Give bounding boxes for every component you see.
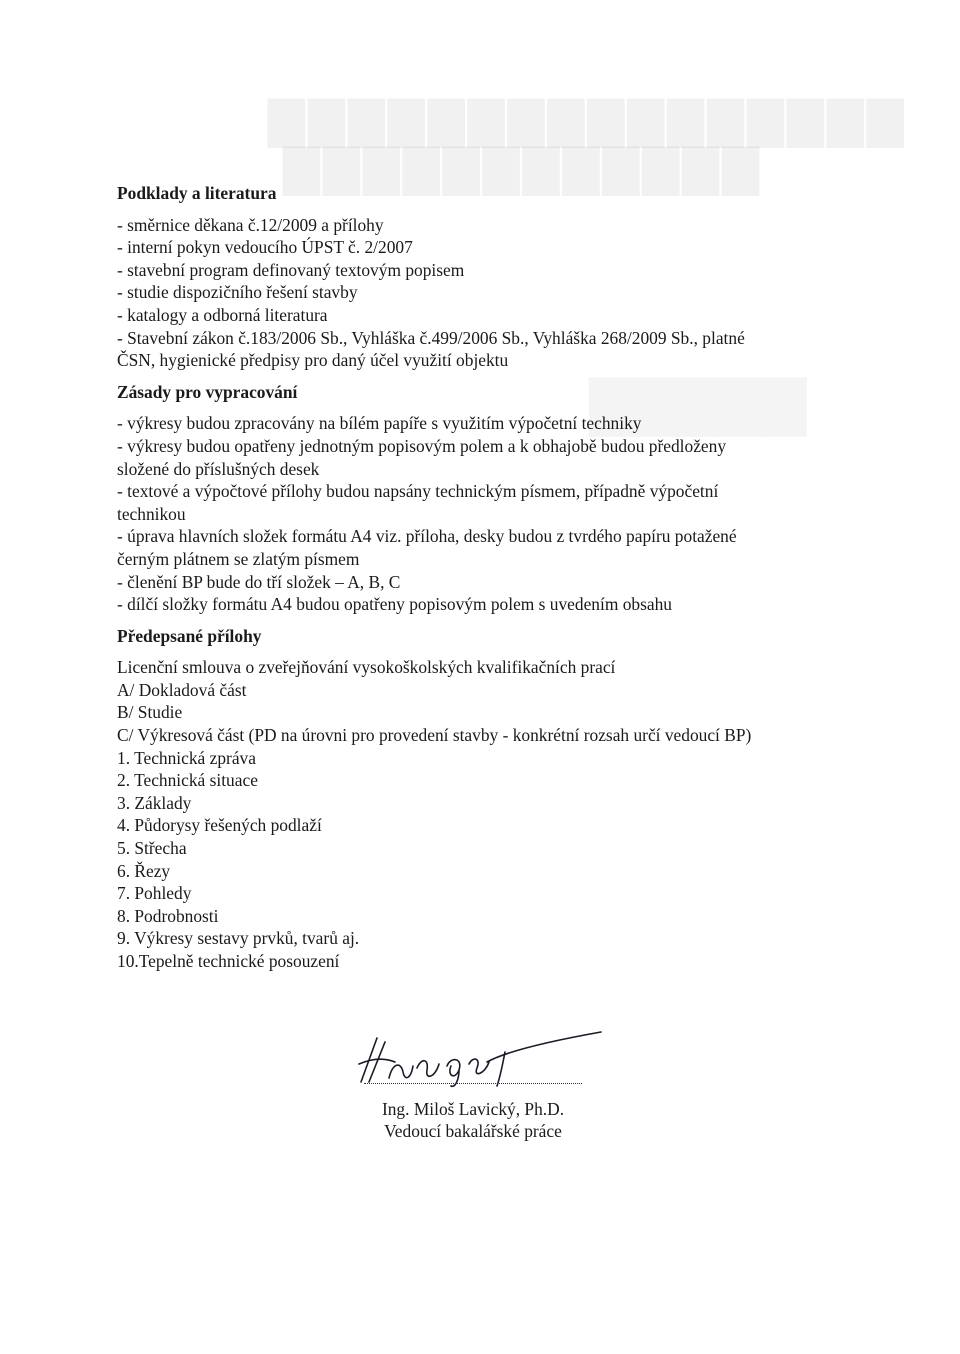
document-body	[117, 182, 847, 973]
list-item: 7. Pohledy	[117, 883, 192, 904]
list-item: - úprava hlavních složek formátu A4 viz. příloha, desky budou z tvrdého papíru potažené	[117, 526, 737, 547]
list-item: 4. Půdorysy řešených podlaží	[117, 815, 322, 836]
section-podklady-list	[117, 214, 847, 372]
section-heading-podklady: Podklady a literatura	[117, 183, 277, 203]
list-item: 6. Řezy	[117, 860, 171, 881]
list-item: 10.Tepelně technické posouzení	[117, 951, 340, 971]
section-zasady-list	[117, 412, 847, 615]
list-item: - směrnice děkana č.12/2009 a přílohy	[117, 214, 384, 235]
list-item: - výkresy budou opatřeny jednotným popisovým polem a k obhajobě budou předloženy	[117, 435, 727, 456]
list-item: A/ Dokladová část	[117, 679, 247, 700]
list-item: - výkresy budou zpracovány na bílém papíře s využitím výpočetní techniky	[117, 413, 642, 434]
list-item: technikou	[117, 503, 186, 524]
list-item: B/ Studie	[117, 702, 183, 723]
list-item: - interní pokyn vedoucího ÚPST č. 2/2007	[117, 237, 413, 258]
list-item: Licenční smlouva o zveřejňování vysokoškolských kvalifikačních prací	[117, 657, 616, 678]
list-item: - dílčí složky formátu A4 budou opatřeny popisovým polem s uvedením obsahu	[117, 594, 672, 615]
bleed-through-mark: ▇▇▇▇▇▇▇▇▇▇▇▇	[280, 142, 759, 195]
signatory-name: Ing. Miloš Lavický, Ph.D.	[381, 1099, 565, 1119]
list-item: 2. Technická situace	[117, 770, 258, 791]
signatory-role: Vedoucí bakalářské práce	[384, 1121, 562, 1141]
list-item: - členění BP bude do tří složek – A, B, C	[117, 571, 401, 592]
list-item: 3. Základy	[117, 792, 192, 813]
list-item: - studie dispozičního řešení stavby	[117, 282, 358, 303]
list-item: 5. Střecha	[117, 838, 187, 859]
list-item: ČSN, hygienické předpisy pro daný účel využití objektu	[117, 350, 509, 371]
signature-line	[364, 1082, 582, 1084]
bleed-through-mark: ▇▇▇▇▇▇▇▇▇▇▇▇▇▇▇▇	[265, 94, 904, 147]
section-heading-prilohy: Předepsané přílohy	[117, 625, 262, 646]
list-item: C/ Výkresová část (PD na úrovni pro provedení stavby - konkrétní rozsah určí vedoucí BP)	[117, 725, 752, 746]
list-item: složené do příslušných desek	[117, 458, 320, 479]
section-heading-zasady: Zásady pro vypracování	[117, 381, 298, 402]
list-item: 9. Výkresy sestavy prvků, tvarů aj.	[117, 928, 360, 949]
list-item: 1. Technická zpráva	[117, 747, 256, 768]
signature-block	[358, 1052, 588, 1142]
section-prilohy-list	[117, 656, 847, 972]
list-item: - stavební program definovaný textovým popisem	[117, 259, 465, 280]
list-item: černým plátnem se zlatým písmem	[117, 548, 360, 569]
list-item: - Stavební zákon č.183/2006 Sb., Vyhláška č.499/2006 Sb., Vyhláška 268/2009 Sb., platné	[117, 327, 745, 348]
list-item: - katalogy a odborná literatura	[117, 304, 328, 325]
list-item: 8. Podrobnosti	[117, 905, 219, 926]
list-item: - textové a výpočtové přílohy budou napsány technickým písmem, případně výpočetní	[117, 481, 719, 502]
